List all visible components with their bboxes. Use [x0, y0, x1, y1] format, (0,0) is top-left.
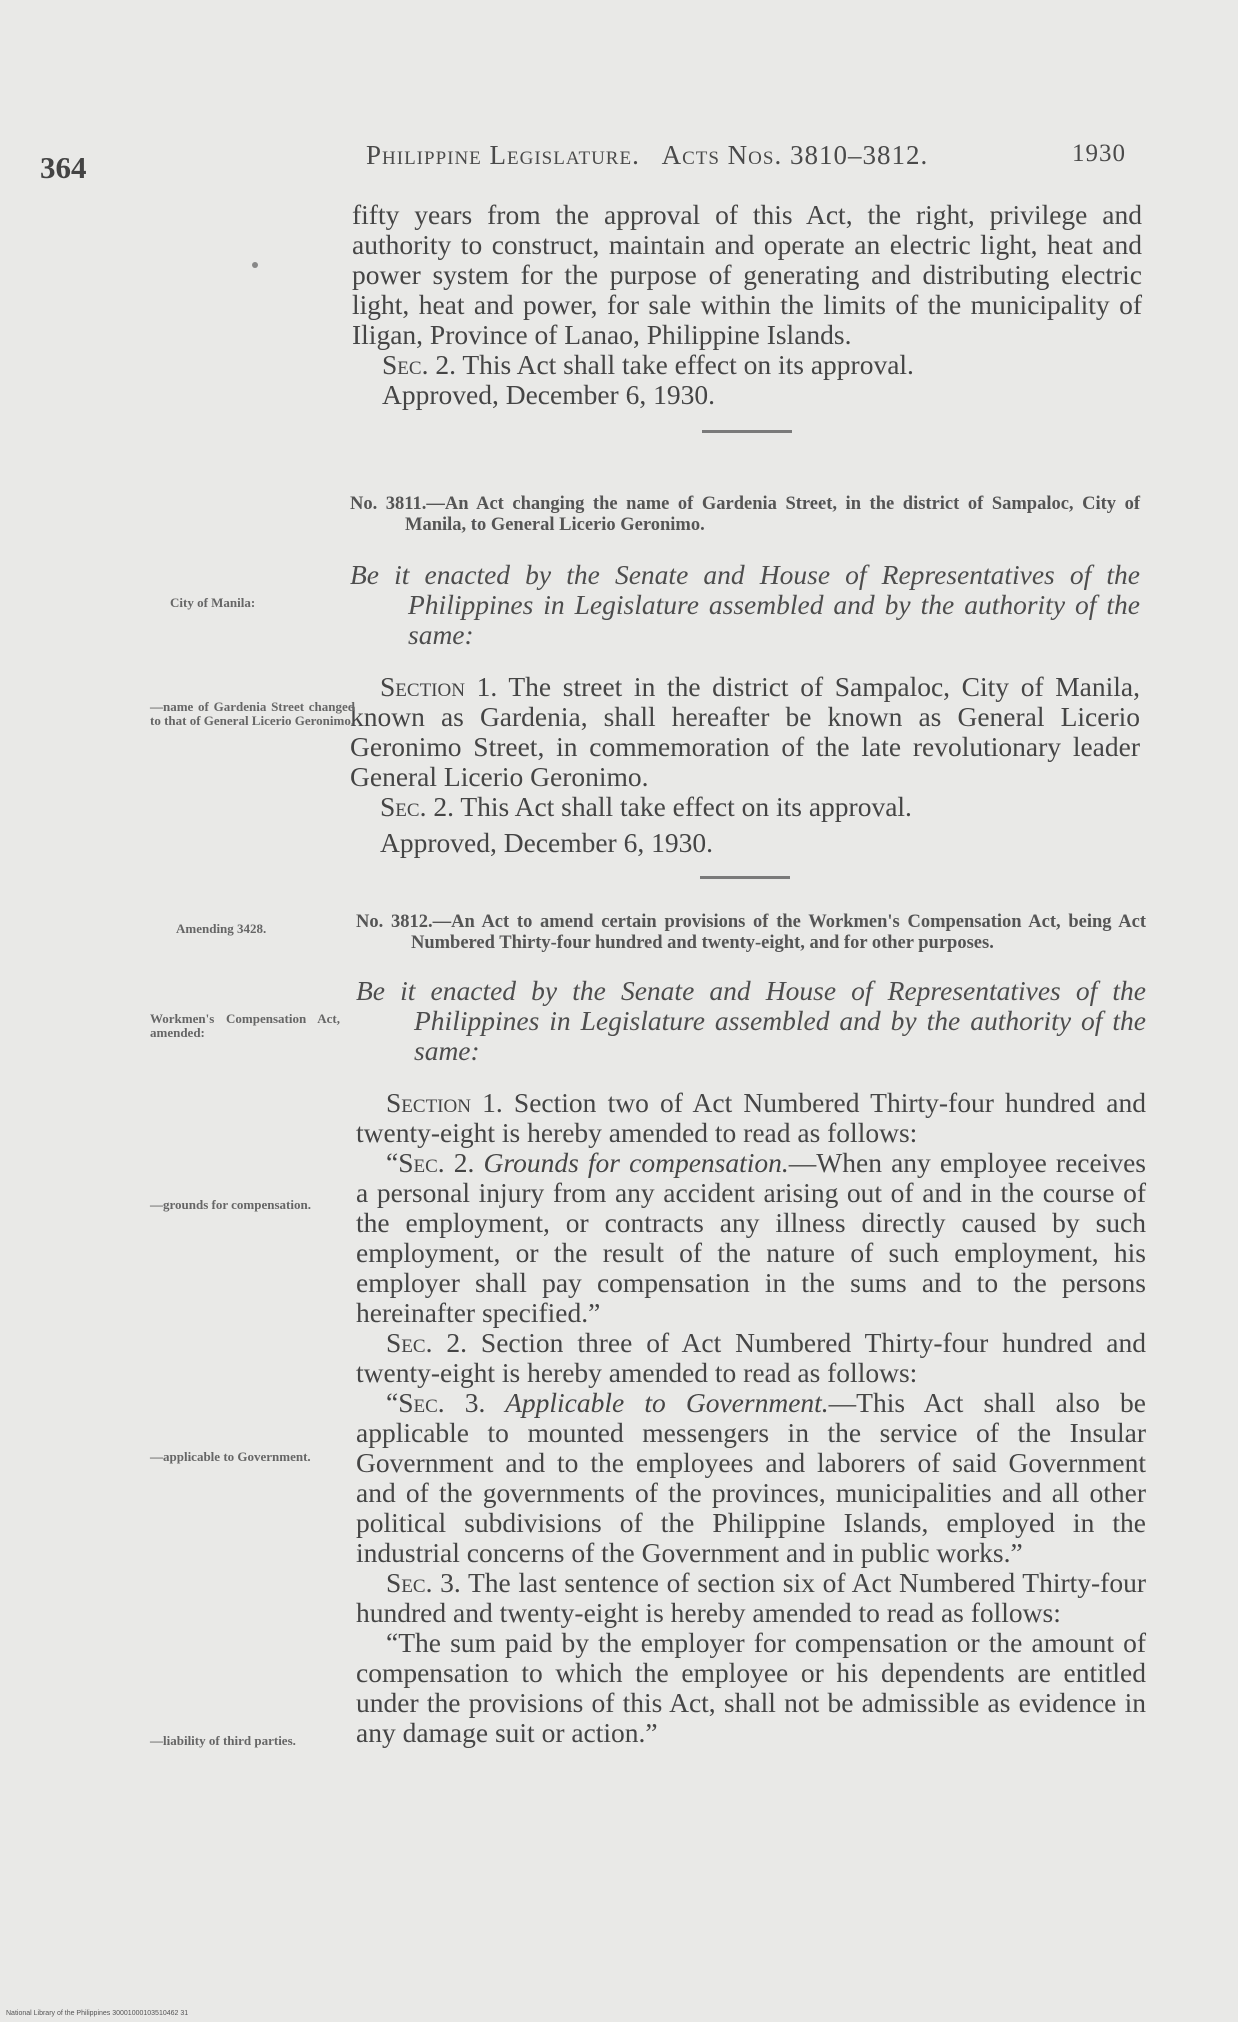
quote-mark: “ [386, 1387, 399, 1418]
act-3811-sec2 [350, 792, 1140, 822]
sec-label: Sec. 3. [398, 1387, 486, 1418]
margin-note-city-manila: City of Manila: [170, 595, 256, 610]
act-3810-tail [352, 200, 1142, 433]
header-acts: Acts Nos. 3810–3812. [661, 140, 929, 170]
act-3812-quoted-sec3 [356, 1388, 1146, 1568]
header-title: Philippine Legislature. [366, 140, 640, 170]
act-3810-sec2 [352, 350, 1142, 380]
sec-heading: Applicable to Government. [485, 1387, 829, 1418]
act-3812 [356, 912, 1146, 1748]
sec-text: —This Act shall also be applicable to mounted messengers in the service of the Insular Government and to the employees and laborers of said Government and of the governments of the provinces, municipalities and all other political subdivisions of the Philippine Islands, employed in the industrial concerns of the Government and in public works.” [356, 1387, 1146, 1568]
sec-label: Section 1. [380, 671, 498, 702]
margin-note-grounds: —grounds for compensation. [150, 1197, 311, 1212]
sec-label: Sec. 2. [398, 1147, 475, 1178]
act-3811 [350, 494, 1140, 879]
sec-text: Section three of Act Numbered Thirty-four hundred and twenty-eight is hereby amended to read as follows: [356, 1327, 1146, 1388]
margin-note-amending: Amending 3428. [176, 921, 267, 936]
margin-note-liability: —liability of third parties. [150, 1733, 296, 1748]
act-3812-title: No. 3812.—An Act to amend certain provisions of the Workmen's Compensation Act, being Act Numbered Thirty-four hundred and twenty-eight, and for other purposes. [356, 912, 1146, 953]
act-3812-enacting-clause: Be it enacted by the Senate and House of Representatives of the Philippines in Legislature assembled and by the authority of the same: [356, 975, 1146, 1066]
sec-label: Sec. 2. [386, 1327, 467, 1358]
margin-note-workmens-act: Workmen's Compensation Act, amended: [150, 1011, 340, 1040]
sec-heading: Grounds for compensation. [474, 1147, 789, 1178]
act-3812-quoted-sec6: “The sum paid by the employer for compensation or the amount of compensation to which the employee or his dependents are entitled under the provisions of this Act, shall not be admissible as evidence in any damage suit or action.” [356, 1627, 1146, 1748]
sec-label: Sec. 2. [380, 791, 454, 822]
sec-label: Sec. 3. [386, 1567, 461, 1598]
sec-text: The last sentence of section six of Act Numbered Thirty-four hundred and twenty-eight is hereby amended to read as follows: [356, 1567, 1146, 1628]
section-divider [700, 876, 790, 879]
act-3812-quoted-sec2 [356, 1148, 1146, 1328]
header-year: 1930 [1072, 140, 1126, 167]
act-3810-approved: Approved, December 6, 1930. [382, 379, 715, 410]
act-3812-sec3 [356, 1568, 1146, 1628]
sec-text: This Act shall take effect on its approval. [453, 791, 912, 822]
scan-footer: National Library of the Philippines 30001000103510462 31 [6, 2010, 189, 2017]
quote-mark: “ [386, 1147, 399, 1178]
running-header [366, 140, 1126, 171]
act-3811-approved: Approved, December 6, 1930. [380, 827, 713, 858]
sec-label: Section 1. [386, 1087, 503, 1118]
sec-label: Sec. 2. [382, 349, 456, 380]
act-3812-sec1 [356, 1088, 1146, 1148]
margin-note-gardenia: —name of Gardenia Street changed to that of General Licerio Geronimo. [150, 699, 355, 728]
page-number: 364 [40, 150, 87, 185]
sec-text: Section two of Act Numbered Thirty-four hundred and twenty-eight is hereby amended to read as follows: [356, 1087, 1147, 1148]
act-3810-text: fifty years from the approval of this Act, the right, privilege and authority to construct, maintain and operate an electric light, heat and power system for the purpose of generating and distributing electric light, heat and power, for sale within the limits of the municipality of Iligan, Province of Lanao, Philippine Islands. [352, 199, 1142, 350]
act-3812-sec2 [356, 1328, 1146, 1388]
sec-text: The street in the district of Sampaloc, City of Manila, known as Gardenia, shall hereafter be known as General Licerio Geronimo Street, in commemoration of the late revolutionary leader General Licerio Geronimo. [350, 671, 1141, 792]
act-3811-enacting-clause: Be it enacted by the Senate and House of Representatives of the Philippines in Legislature assembled and by the authority of the same: [350, 559, 1140, 650]
sec-text: —When any employee receives a personal injury from any accident arising out of and in the course of the employment, or contracts any illness directly caused by such employment, or the result of the nature of such employment, his employer shall pay compensation in the sums and to the persons hereinafter specified.” [356, 1147, 1147, 1328]
sec-text: This Act shall take effect on its approval. [455, 349, 914, 380]
act-3811-sec1 [350, 672, 1140, 792]
section-divider [702, 430, 792, 433]
act-3811-title: No. 3811.—An Act changing the name of Gardenia Street, in the district of Sampaloc, City of Manila, to General Licerio Geronimo. [350, 494, 1140, 535]
margin-note-applicable: —applicable to Government. [150, 1449, 311, 1464]
ink-mark [252, 262, 258, 268]
